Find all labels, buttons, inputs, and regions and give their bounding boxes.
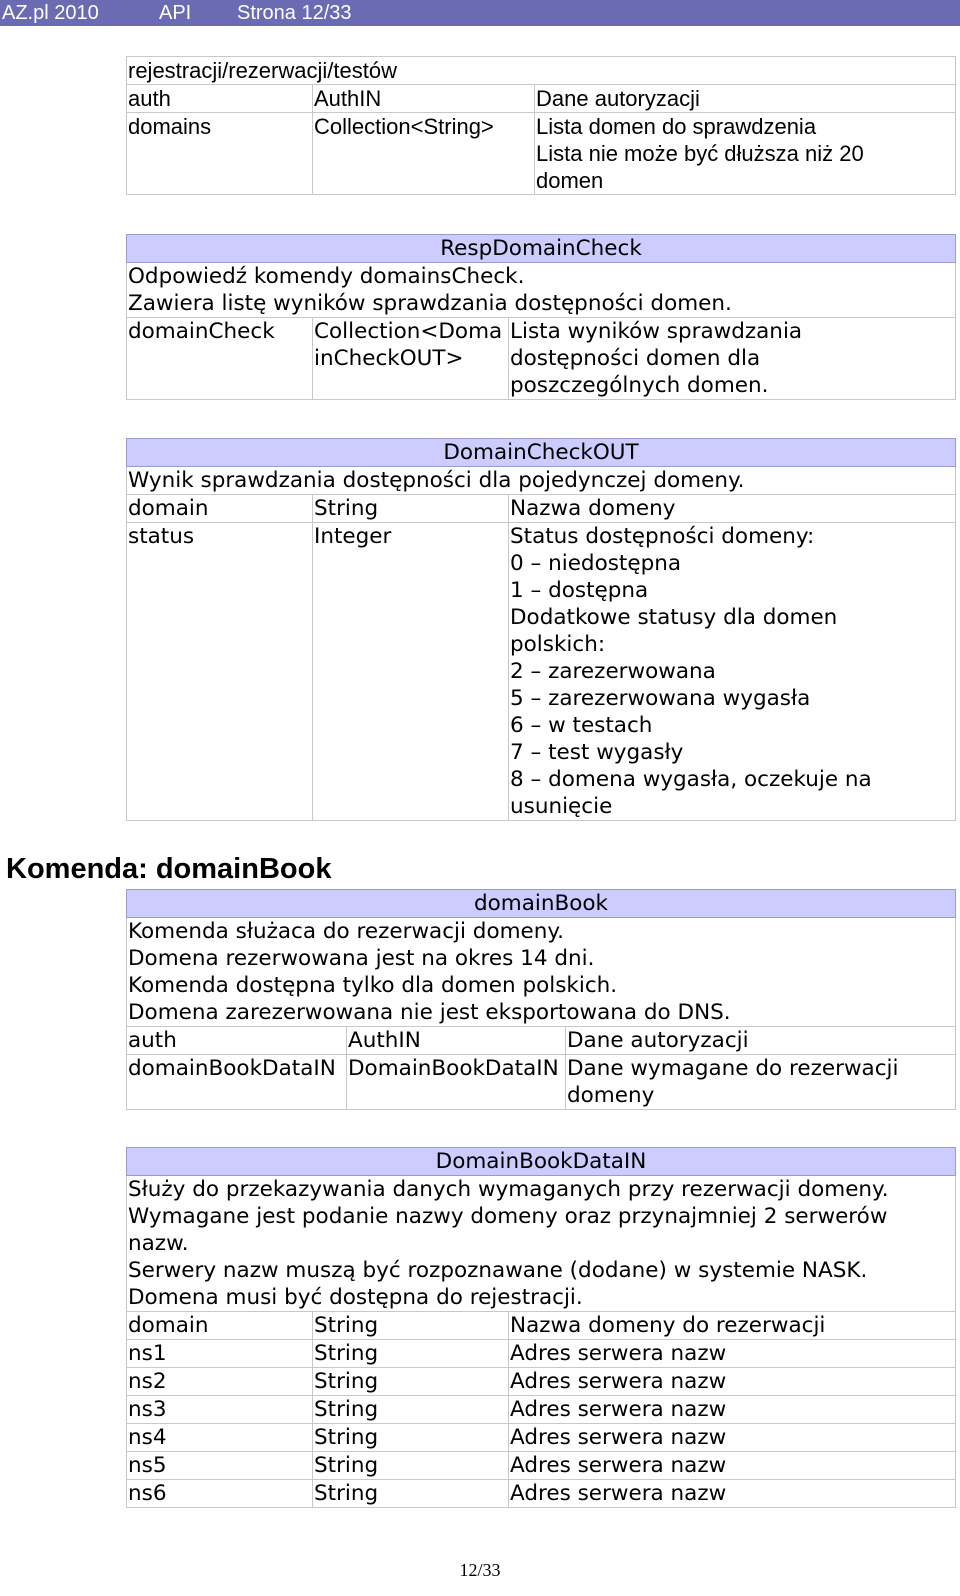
class-table-respdomaincheck [126,234,956,400]
param-name: domain [127,495,313,523]
table-row [127,113,956,195]
param-desc: Adres serwera nazw [509,1368,956,1396]
param-desc: Adres serwera nazw [509,1452,956,1480]
param-name: ns1 [127,1340,313,1368]
param-type: String [313,1396,509,1424]
command-table-domainbook [126,889,956,1110]
table-title: DomainCheckOUT [127,439,956,467]
page-number: 12/33 [459,1560,501,1580]
param-name: ns2 [127,1368,313,1396]
table-row [127,1368,956,1396]
table-row [127,1312,956,1340]
param-name: domains [127,113,313,195]
param-type: Integer [313,523,509,821]
param-type: AuthIN [347,1027,566,1055]
param-desc: Nazwa domeny do rezerwacji [509,1312,956,1340]
header-site: AZ.pl 2010 [2,2,99,24]
param-desc: Adres serwera nazw [509,1340,956,1368]
class-table-domaincheckout [126,438,956,821]
table-title: DomainBookDataIN [127,1148,956,1176]
param-desc: Dane autoryzacji [535,85,956,113]
param-desc: Adres serwera nazw [509,1480,956,1508]
table-row [127,85,956,113]
param-desc: Lista wyników sprawdzania dostępności domen dla poszczególnych domen. [509,318,956,400]
param-name: domainCheck [127,318,313,400]
param-desc: Adres serwera nazw [509,1396,956,1424]
param-table-1 [126,56,956,195]
param-type: String [313,1480,509,1508]
param-desc: Nazwa domeny [509,495,956,523]
table-row [127,1396,956,1424]
param-type: String [313,1340,509,1368]
header-section: API [159,2,192,24]
param-name: ns4 [127,1424,313,1452]
param-name: ns5 [127,1452,313,1480]
page-header [0,0,960,26]
table-row [127,318,956,400]
param-desc: Dane wymagane do rezerwacji domeny [566,1055,956,1110]
param-type: String [313,1424,509,1452]
table-row [127,1055,956,1110]
class-table-domainbookdatain [126,1147,956,1508]
param-name: status [127,523,313,821]
param-type: String [313,1368,509,1396]
table-row [127,1027,956,1055]
param-desc: Dane autoryzacji [566,1027,956,1055]
param-type: DomainBookDataIN [347,1055,566,1110]
table-row [127,1480,956,1508]
section-heading: Komenda: domainBook [6,853,332,885]
param-desc: Status dostępności domeny: 0 – niedostępna 1 – dostępna Dodatkowe statusy dla domen polskich: 2 – zarezerwowana 5 – zarezerwowana wygasła 6 – w testach 7 – test wygasły 8 – domena wygasła, oczekuje na usunięcie [509,523,956,821]
param-name: auth [127,1027,347,1055]
param-type: Collection<Doma inCheckOUT> [313,318,509,400]
table-row [127,523,956,821]
table-title: domainBook [127,890,956,918]
param-type: Collection<String> [313,113,535,195]
param-name: domainBookDataIN [127,1055,347,1110]
param-type: AuthIN [313,85,535,113]
param-desc: Lista domen do sprawdzenia Lista nie może być dłuższa niż 20 domen [535,113,956,195]
table-row [127,1424,956,1452]
param-desc: Adres serwera nazw [509,1424,956,1452]
header-page: Strona 12/33 [237,2,352,24]
param-name: auth [127,85,313,113]
table-row [127,1340,956,1368]
param-type: String [313,495,509,523]
param-type: String [313,1452,509,1480]
table-description: Odpowiedź komendy domainsCheck. Zawiera listę wyników sprawdzania dostępności domen. [127,263,956,318]
table-title-row: rejestracji/rezerwacji/testów [127,57,956,85]
param-name: ns3 [127,1396,313,1424]
param-type: String [313,1312,509,1340]
table-title: RespDomainCheck [127,235,956,263]
table-row [127,1452,956,1480]
param-name: domain [127,1312,313,1340]
table-description: Służy do przekazywania danych wymaganych przy rezerwacji domeny. Wymagane jest podanie nazwy domeny oraz przynajmniej 2 serwerów nazw. Serwery nazw muszą być rozpoznawane (dodane) w systemie NASK. Domena musi być dostępna do rejestracji. [127,1176,956,1312]
table-description: Wynik sprawdzania dostępności dla pojedynczej domeny. [127,467,956,495]
table-description: Komenda służaca do rezerwacji domeny. Domena rezerwowana jest na okres 14 dni. Komenda dostępna tylko dla domen polskich. Domena zarezerwowana nie jest eksportowana do DNS. [127,918,956,1027]
param-name: ns6 [127,1480,313,1508]
table-row [127,495,956,523]
